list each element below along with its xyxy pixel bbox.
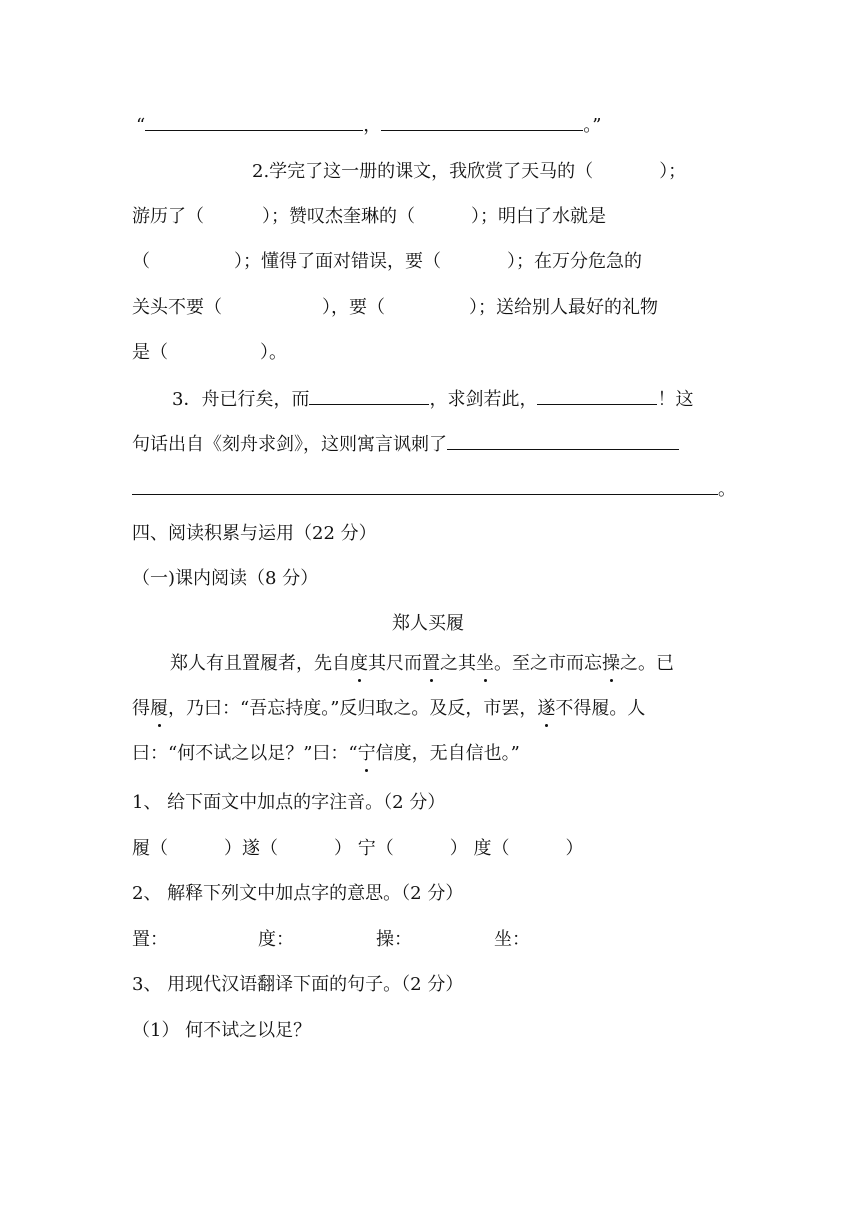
q2-line-3: （ ）；懂得了面对错误，要（ ）；在万分危急的 <box>132 251 642 272</box>
dotted-char: 履 <box>150 698 168 719</box>
answer-blank[interactable] <box>381 112 583 131</box>
q2-line-2: 游历了（ ）；赞叹杰奎琳的（ ）；明白了水就是 <box>132 206 606 227</box>
comma: ， <box>363 115 382 136</box>
answer-blank[interactable] <box>309 386 429 405</box>
passage-line-2: 得履，乃曰：“吾忘持度。”反归取之。及反，市罢，遂不得履。人 <box>132 698 646 719</box>
open-quote: “ <box>136 115 146 136</box>
passage-title: 郑人买履 <box>392 613 464 634</box>
q3-line-1: 3．舟已行矣，而 ，求剑若此， ！这 <box>172 386 693 412</box>
dotted-char: 宁 <box>357 743 376 764</box>
answer-blank[interactable] <box>447 431 679 450</box>
passage-line-1: 郑人有且置履者，先自度其尺而置之其坐。至之市而忘操之。已 <box>170 653 674 674</box>
question-1-fill: 履（ ）遂（ ） 宁（ ） 度（ ） <box>132 838 584 859</box>
question-2: 2、 解释下列文中加点字的意思。（2 分） <box>132 883 464 904</box>
dotted-char: 遂 <box>537 698 556 719</box>
question-3-item-1: （1） 何不试之以足？ <box>132 1020 312 1041</box>
question-3: 3、 用现代汉语翻译下面的句子。（2 分） <box>132 974 464 995</box>
passage-line-3: 曰：“何不试之以足？”曰：“宁信度，无自信也。” <box>132 743 520 764</box>
dotted-char: 操 <box>602 653 620 674</box>
section-heading: 四、阅读积累与运用（22 分） <box>132 523 377 544</box>
q1-tail-line <box>136 112 601 138</box>
end-quote: 。” <box>583 115 602 136</box>
dotted-char: 坐 <box>476 653 494 674</box>
question-1: 1、 给下面文中加点的字注音。（2 分） <box>132 792 446 813</box>
q3-line-2: 句话出自《刻舟求剑》，这则寓言讽刺了 <box>132 431 679 457</box>
q3-line-3: 。 <box>132 476 736 502</box>
answer-blank[interactable] <box>537 386 657 405</box>
sub-heading: （一)课内阅读（8 分） <box>132 568 319 589</box>
answer-blank[interactable] <box>132 476 718 495</box>
dotted-char: 度 <box>350 653 368 674</box>
dotted-char: 置 <box>422 653 440 674</box>
answer-blank[interactable] <box>145 112 363 131</box>
question-2-fill: 置： 度： 操： 坐： <box>132 929 530 950</box>
q2-line-5: 是（ ）。 <box>132 342 287 363</box>
q2-line-4: 关头不要（ ），要（ ）；送给别人最好的礼物 <box>132 297 658 318</box>
q2-line-1: 2.学完了这一册的课文，我欣赏了天马的（ ）； <box>252 161 687 182</box>
